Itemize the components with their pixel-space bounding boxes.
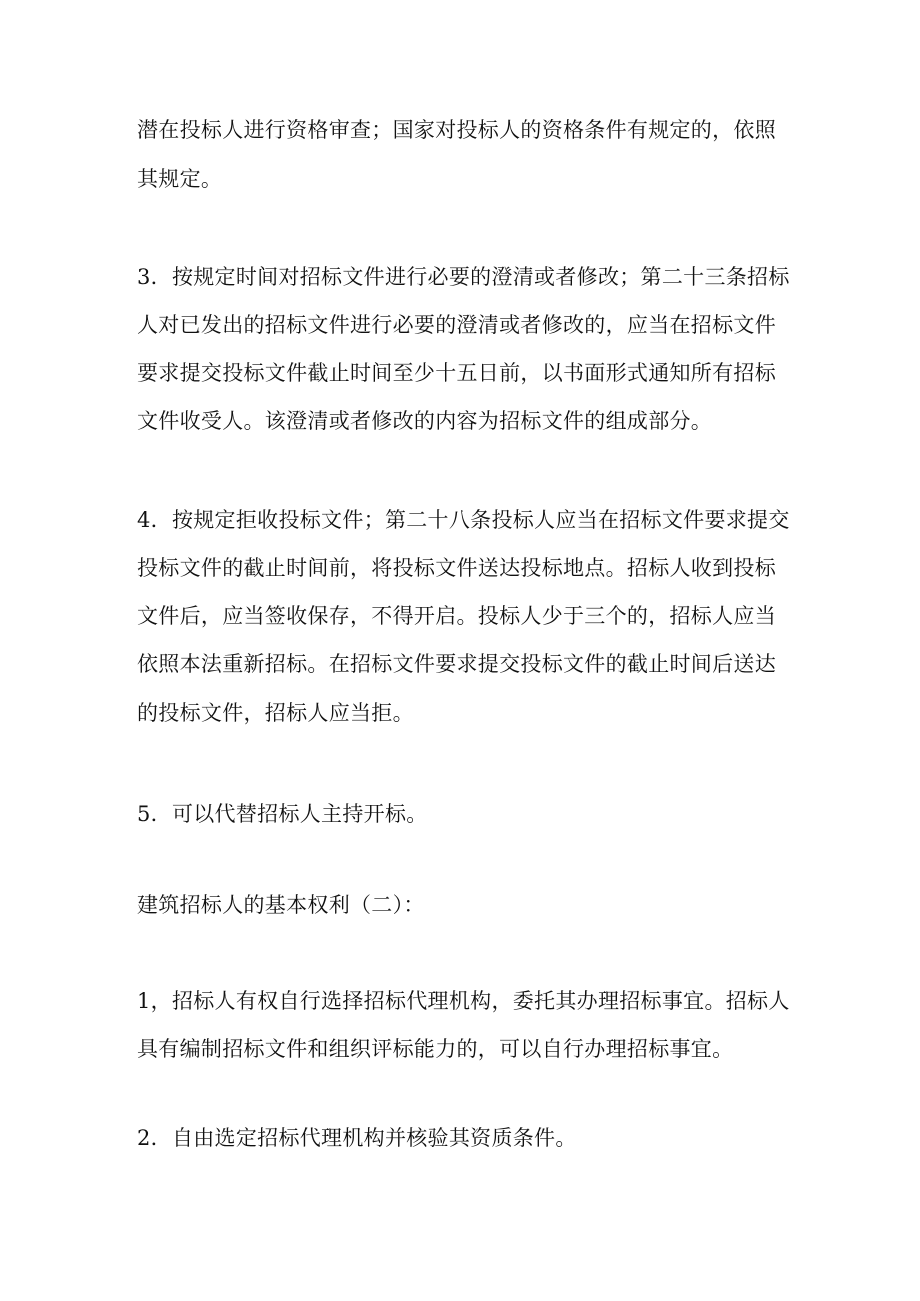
list-item-3-line: 要求提交投标文件截止时间至少十五日前，以书面形式通知所有招标	[137, 361, 776, 385]
list-item-1-line: 1，招标人有权自行选择招标代理机构，委托其办理招标事宜。招标人	[137, 989, 790, 1013]
list-item-3-line: 文件收受人。该澄清或者修改的内容为招标文件的组成部分。	[137, 409, 713, 433]
paragraph-line: 其规定。	[137, 167, 223, 191]
list-item-3-line: 人对已发出的招标文件进行必要的澄清或者修改的，应当在招标文件	[137, 313, 776, 337]
list-item-1-line: 具有编制招标文件和组织评标能力的，可以自行办理招标事宜。	[137, 1037, 734, 1061]
list-item-4-line: 投标文件的截止时间前，将投标文件送达投标地点。招标人收到投标	[137, 556, 776, 580]
paragraph-line: 潜在投标人进行资格审查；国家对投标人的资格条件有规定的，依照	[137, 118, 776, 142]
section-heading: 建筑招标人的基本权利（二）：	[137, 893, 425, 917]
list-item-3-line: 3．按规定时间对招标文件进行必要的澄清或者修改；第二十三条招标	[137, 265, 790, 289]
list-item-5-line: 5．可以代替招标人主持开标。	[137, 802, 428, 826]
list-item-2-line: 2．自由选定招标代理机构并核验其资质条件。	[137, 1126, 577, 1150]
list-item-4-line: 的投标文件，招标人应当拒。	[137, 701, 414, 725]
list-item-4-line: 依照本法重新招标。在招标文件要求提交投标文件的截止时间后送达	[137, 652, 776, 676]
list-item-4-line: 4．按规定拒收投标文件；第二十八条投标人应当在招标文件要求提交	[137, 508, 790, 532]
list-item-4-line: 文件后，应当签收保存，不得开启。投标人少于三个的，招标人应当	[137, 604, 776, 628]
